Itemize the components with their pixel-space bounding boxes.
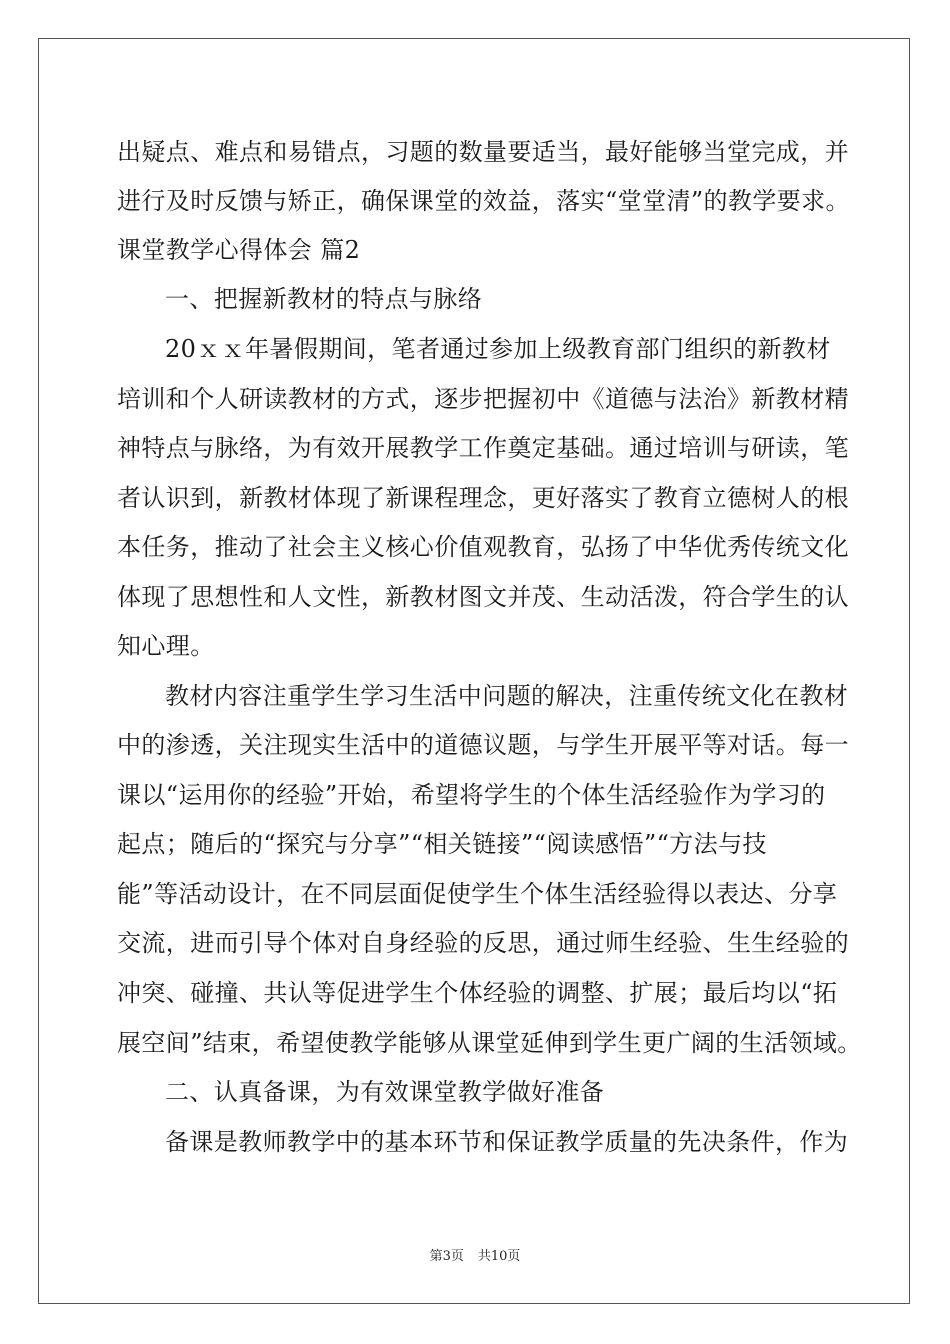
paragraph-line: 展空间”结束，希望使教学能够从课堂延伸到学生更广阔的生活领域。 [117, 1029, 862, 1057]
paragraph-line: 者认识到，新教材体现了新课程理念，更好落实了教育立德树人的根 [117, 484, 849, 512]
page-border [38, 38, 910, 1304]
paragraph-line: 冲突、碰撞、共认等促进学生个体经验的调整、扩展；最后均以“拓 [117, 979, 838, 1007]
heading-two: 二、认真备课，为有效课堂教学做好准备 [165, 1078, 605, 1106]
paragraph-line: 起点；随后的“探究与分享”“相关链接”“阅读感悟”“方法与技 [117, 830, 767, 858]
paragraph-line: 课以“运用你的经验”开始，希望将学生的个体生活经验作为学习的 [117, 781, 826, 809]
paragraph-line: 能”等活动设计，在不同层面促使学生个体生活经验得以表达、分享 [117, 880, 838, 908]
paragraph-line: 中的渗透，关注现实生活中的道德议题，与学生开展平等对话。每一 [117, 731, 849, 759]
paragraph-line: 教材内容注重学生学习生活中问题的解决，注重传统文化在教材 [165, 682, 849, 710]
paragraph-line: 培训和个人研读教材的方式，逐步把握初中《道德与法治》新教材精 [117, 385, 849, 413]
paragraph-line: 本任务，推动了社会主义核心价值观教育，弘扬了中华优秀传统文化 [117, 533, 849, 561]
section-title: 课堂教学心得体会 篇2 [117, 236, 361, 264]
page-number: 第3页 [429, 1249, 464, 1264]
paragraph-line: 神特点与脉络，为有效开展教学工作奠定基础。通过培训与研读，笔 [117, 434, 849, 462]
paragraph-line: 20ｘｘ年暑假期间，笔者通过参加上级教育部门组织的新教材 [165, 335, 831, 363]
page-footer [0, 1248, 950, 1266]
paragraph-line: 出疑点、难点和易错点，习题的数量要适当，最好能够当堂完成，并 [117, 138, 849, 166]
heading-one: 一、把握新教材的特点与脉络 [165, 285, 483, 313]
paragraph-line: 体现了思想性和人文性，新教材图文并茂、生动活泼，符合学生的认 [117, 583, 849, 611]
paragraph-line: 进行及时反馈与矫正，确保课堂的效益，落实“堂堂清”的教学要求。 [117, 187, 850, 215]
page-total: 共10页 [477, 1249, 521, 1264]
paragraph-line: 知心理。 [117, 632, 215, 660]
paragraph-line: 交流，进而引导个体对自身经验的反思，通过师生经验、生生经验的 [117, 929, 849, 957]
paragraph-line: 备课是教师教学中的基本环节和保证教学质量的先决条件，作为 [165, 1128, 849, 1156]
